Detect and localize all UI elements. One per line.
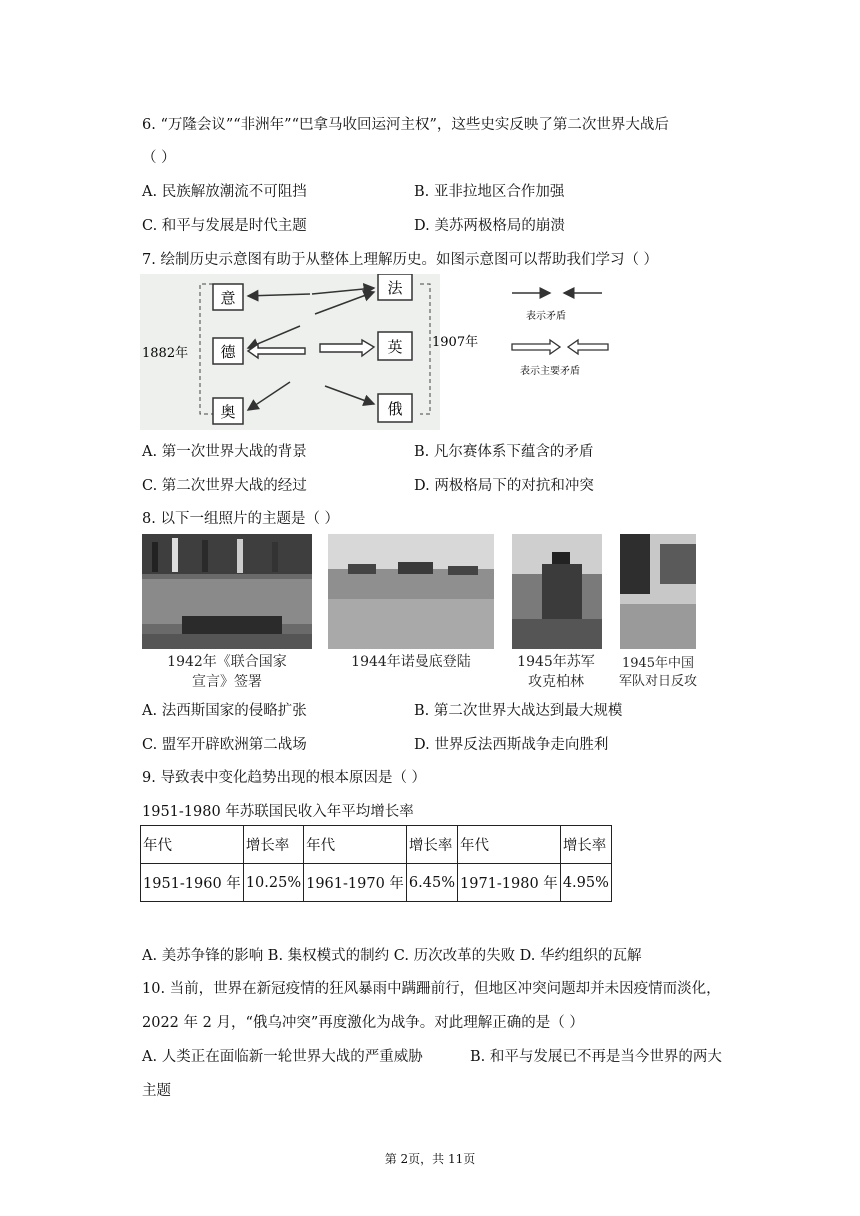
q6-option-d: D. 美苏两极格局的崩溃 xyxy=(414,218,565,234)
q7-option-d: D. 两极格局下的对抗和冲突 xyxy=(414,478,594,494)
q10-option-a: A. 人类正在面临新一轮世界大战的严重威胁 xyxy=(142,1049,423,1065)
caption-un-declaration-1: 1942年《联合国家 xyxy=(167,654,287,670)
q7-stem: 7. 绘制历史示意图有助于从整体上理解历史。如图示意图可以帮助我们学习（ ） xyxy=(142,252,659,268)
label-italy: 意 xyxy=(220,289,236,307)
table-cell: 4.95% xyxy=(560,864,611,902)
q10-stem-line2: 2022 年 2 月，“俄乌冲突”再度激化为战争。对此理解正确的是（ ） xyxy=(142,1015,584,1031)
table-cell: 1951-1960 年 xyxy=(141,864,244,902)
photo-chinese-counteroffensive xyxy=(620,534,696,649)
label-germany: 德 xyxy=(220,343,236,361)
year-1907: 1907年 xyxy=(432,335,479,350)
table-header: 增长率 xyxy=(406,826,457,864)
q6-option-c: C. 和平与发展是时代主题 xyxy=(142,218,307,234)
label-austria: 奥 xyxy=(220,403,236,421)
label-britain: 英 xyxy=(387,338,403,356)
alliance-diagram xyxy=(140,274,620,430)
page-footer: 第 2页，共 11页 xyxy=(384,1152,476,1166)
table-header: 增长率 xyxy=(560,826,611,864)
table-cell: 1971-1980 年 xyxy=(458,864,561,902)
q6-option-b: B. 亚非拉地区合作加强 xyxy=(414,184,565,200)
q10-option-b: B. 和平与发展已不再是当今世界的两大 xyxy=(470,1049,722,1065)
table-header: 年代 xyxy=(304,826,407,864)
income-growth-table xyxy=(140,825,612,902)
table-header: 年代 xyxy=(141,826,244,864)
q8-option-a: A. 法西斯国家的侵略扩张 xyxy=(142,703,307,719)
caption-un-declaration-2: 宣言》签署 xyxy=(192,674,262,690)
q8-option-c: C. 盟军开辟欧洲第二战场 xyxy=(142,737,307,753)
q6-option-a: A. 民族解放潮流不可阻挡 xyxy=(142,184,307,200)
q8-stem: 8. 以下一组照片的主题是（ ） xyxy=(142,511,340,527)
photo-normandy-landing xyxy=(328,534,494,649)
q8-option-d: D. 世界反法西斯战争走向胜利 xyxy=(414,737,609,753)
q7-option-a: A. 第一次世界大战的背景 xyxy=(142,444,307,460)
q6-stem: 6. “万隆会议”“非洲年”“巴拿马收回运河主权”，这些史实反映了第二次世界大战后 xyxy=(142,117,669,133)
q10-stem-line1: 10. 当前，世界在新冠疫情的狂风暴雨中蹒跚前行，但地区冲突问题却并未因疫情而淡化， xyxy=(142,981,721,997)
caption-berlin-2: 攻克柏林 xyxy=(528,674,584,690)
label-russia: 俄 xyxy=(387,400,403,418)
photo-berlin xyxy=(512,534,602,649)
table-header: 年代 xyxy=(458,826,561,864)
caption-normandy: 1944年诺曼底登陆 xyxy=(351,654,471,670)
legend-main-conflict: 表示主要矛盾 xyxy=(520,366,580,377)
legend-conflict: 表示矛盾 xyxy=(526,311,566,322)
caption-china-2: 军队对日反攻 xyxy=(618,674,697,689)
photo-un-declaration xyxy=(142,534,312,649)
caption-berlin-1: 1945年苏军 xyxy=(517,654,595,670)
caption-china-1: 1945年中国 xyxy=(621,656,695,671)
year-1882: 1882年 xyxy=(142,346,189,361)
label-france: 法 xyxy=(387,279,403,297)
q9-table-title: 1951-1980 年苏联国民收入年平均增长率 xyxy=(142,804,414,820)
q6-answer-paren: （ ） xyxy=(142,150,176,166)
q7-option-c: C. 第二次世界大战的经过 xyxy=(142,478,307,494)
q7-option-b: B. 凡尔赛体系下蕴含的矛盾 xyxy=(414,444,594,460)
q8-option-b: B. 第二次世界大战达到最大规模 xyxy=(414,703,623,719)
table-header: 增长率 xyxy=(243,826,303,864)
table-cell: 1961-1970 年 xyxy=(304,864,407,902)
table-cell: 6.45% xyxy=(406,864,457,902)
table-header-row xyxy=(141,826,612,864)
q10-option-b-continued: 主题 xyxy=(142,1083,171,1099)
q9-options: A. 美苏争锋的影响 B. 集权模式的制约 C. 历次改革的失败 D. 华约组织的瓦解 xyxy=(142,948,642,964)
table-cell: 10.25% xyxy=(243,864,303,902)
q9-stem: 9. 导致表中变化趋势出现的根本原因是（ ） xyxy=(142,770,427,786)
table-row xyxy=(141,864,612,902)
